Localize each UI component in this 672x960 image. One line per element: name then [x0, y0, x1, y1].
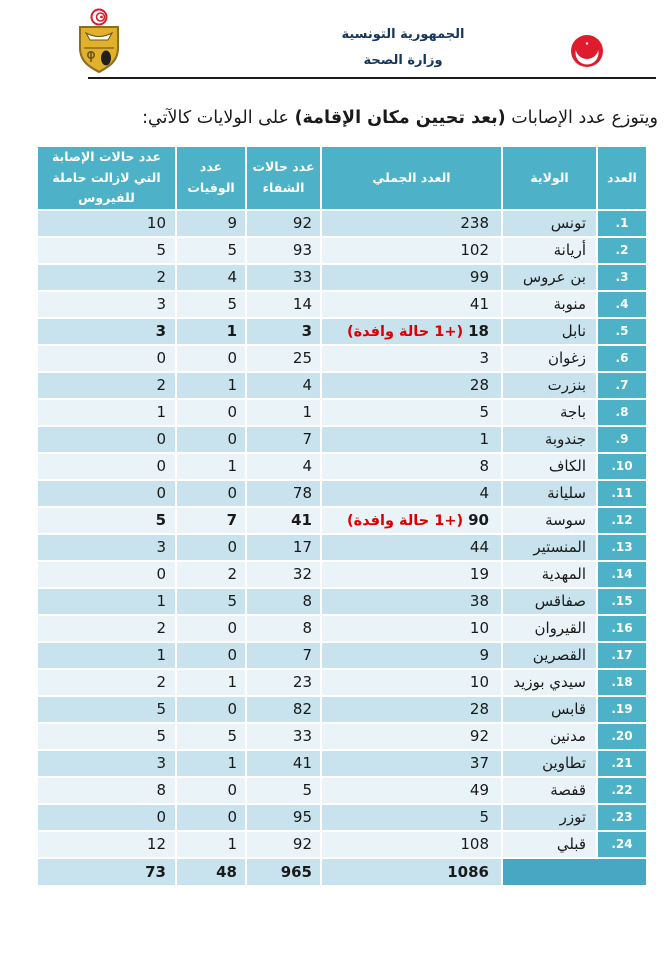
cell-recovered: 92 — [247, 211, 320, 236]
total-value: 18 — [468, 322, 489, 341]
imported-case-note: (+1 حالة وافدة) — [346, 324, 464, 341]
cell-active-cases: 12 — [38, 832, 175, 857]
imported-case-note: (+1 حالة وافدة) — [346, 513, 464, 530]
total-value: 5 — [479, 808, 489, 827]
totals-merged-cell — [503, 859, 646, 885]
cell-total-cases — [322, 805, 501, 830]
cell-governorate: تطاوين — [503, 751, 596, 776]
total-value: 37 — [469, 754, 489, 773]
cell-total-cases — [322, 265, 501, 290]
table-row — [38, 643, 646, 668]
cell-row-number: .3 — [598, 265, 646, 290]
cell-total-cases — [322, 427, 501, 452]
table-row — [38, 832, 646, 857]
cell-deaths: 7 — [177, 508, 245, 533]
cell-governorate: نابل — [503, 319, 596, 344]
cell-total-cases — [322, 724, 501, 749]
cell-row-number: .20 — [598, 724, 646, 749]
cell-active-cases: 2 — [38, 670, 175, 695]
total-value: 102 — [460, 241, 489, 260]
cell-row-number: .17 — [598, 643, 646, 668]
cell-governorate: صفاقس — [503, 589, 596, 614]
cell-total-cases — [322, 832, 501, 857]
cell-active-cases: 0 — [38, 481, 175, 506]
cell-deaths: 0 — [177, 616, 245, 641]
table-row — [38, 805, 646, 830]
cell-total-cases — [322, 346, 501, 371]
cell-row-number: .11 — [598, 481, 646, 506]
cell-deaths: 0 — [177, 643, 245, 668]
cell-row-number: .9 — [598, 427, 646, 452]
cell-deaths: 5 — [177, 292, 245, 317]
cell-deaths: 9 — [177, 211, 245, 236]
cell-active-cases: 10 — [38, 211, 175, 236]
cell-recovered: 23 — [247, 670, 320, 695]
cell-governorate: مدنين — [503, 724, 596, 749]
cell-active-cases: 3 — [38, 751, 175, 776]
cell-deaths: 1 — [177, 454, 245, 479]
cell-active-cases: 0 — [38, 454, 175, 479]
total-value: 10 — [469, 673, 489, 692]
cell-governorate: سيدي بوزيد — [503, 670, 596, 695]
cell-recovered: 95 — [247, 805, 320, 830]
cell-deaths: 0 — [177, 346, 245, 371]
cell-row-number: .15 — [598, 589, 646, 614]
cell-deaths: 4 — [177, 265, 245, 290]
cell-recovered: 8 — [247, 616, 320, 641]
table-row — [38, 400, 646, 425]
table-row — [38, 373, 646, 398]
cell-recovered: 7 — [247, 643, 320, 668]
cell-governorate: جندوبة — [503, 427, 596, 452]
cell-recovered: 25 — [247, 346, 320, 371]
cell-active-cases: 0 — [38, 805, 175, 830]
cell-governorate: القصرين — [503, 643, 596, 668]
total-value: 3 — [479, 349, 489, 368]
total-value: 19 — [469, 565, 489, 584]
cell-recovered: 93 — [247, 238, 320, 263]
total-value: 5 — [479, 403, 489, 422]
header-text-block — [333, 22, 473, 74]
cell-recovered: 4 — [247, 454, 320, 479]
cell-recovered: 17 — [247, 535, 320, 560]
cell-row-number: .24 — [598, 832, 646, 857]
cell-active-cases: 3 — [38, 292, 175, 317]
cell-deaths: 0 — [177, 778, 245, 803]
cell-deaths: 0 — [177, 427, 245, 452]
cell-recovered: 33 — [247, 265, 320, 290]
total-value: 28 — [469, 376, 489, 395]
cell-governorate: قبلي — [503, 832, 596, 857]
cell-row-number: .14 — [598, 562, 646, 587]
totals-total-cell: 1086 — [322, 859, 501, 885]
cell-row-number: .2 — [598, 238, 646, 263]
table-row — [38, 778, 646, 803]
cell-deaths: 2 — [177, 562, 245, 587]
total-value: 49 — [469, 781, 489, 800]
cell-governorate: سليانة — [503, 481, 596, 506]
cell-active-cases: 3 — [38, 535, 175, 560]
cell-active-cases: 0 — [38, 346, 175, 371]
cell-recovered: 4 — [247, 373, 320, 398]
cell-total-cases — [322, 589, 501, 614]
cell-recovered: 8 — [247, 589, 320, 614]
cell-recovered: 7 — [247, 427, 320, 452]
cell-recovered: 92 — [247, 832, 320, 857]
cell-total-cases — [322, 562, 501, 587]
cell-active-cases: 1 — [38, 400, 175, 425]
cell-total-cases — [322, 697, 501, 722]
cell-total-cases — [322, 319, 501, 344]
tunisia-coat-of-arms-icon — [76, 8, 122, 74]
table-row — [38, 427, 646, 452]
cell-governorate: منوبة — [503, 292, 596, 317]
column-header-index: العدد — [598, 147, 646, 209]
total-value: 1 — [479, 430, 489, 449]
table-row — [38, 697, 646, 722]
column-header-deaths: عدد الوفيات — [177, 147, 245, 209]
cell-active-cases: 3 — [38, 319, 175, 344]
cell-deaths: 1 — [177, 670, 245, 695]
cell-row-number: .21 — [598, 751, 646, 776]
totals-deaths-cell: 48 — [177, 859, 245, 885]
cell-total-cases — [322, 238, 501, 263]
totals-active-cell: 73 — [38, 859, 175, 885]
cell-total-cases — [322, 535, 501, 560]
cell-total-cases — [322, 292, 501, 317]
cell-recovered: 41 — [247, 508, 320, 533]
table-header-row — [38, 147, 646, 209]
header-divider — [88, 77, 656, 79]
title-tail-text: على الولايات كالآتي: — [142, 108, 295, 128]
total-value: 44 — [469, 538, 489, 557]
title-text: ويتوزع عدد الإصابات — [505, 108, 658, 128]
table-row — [38, 211, 646, 236]
cell-row-number: .22 — [598, 778, 646, 803]
table-row — [38, 616, 646, 641]
table-row — [38, 238, 646, 263]
cell-total-cases — [322, 481, 501, 506]
health-ministry-emblem-icon — [570, 34, 604, 68]
cell-row-number: .5 — [598, 319, 646, 344]
cell-recovered: 78 — [247, 481, 320, 506]
cell-row-number: .6 — [598, 346, 646, 371]
cell-governorate: زغوان — [503, 346, 596, 371]
cell-deaths: 5 — [177, 238, 245, 263]
title-bold-text: (بعد تحيين مكان الإقامة) — [294, 108, 506, 128]
column-header-total: العدد الجملي — [322, 147, 501, 209]
cell-row-number: .10 — [598, 454, 646, 479]
total-value: 92 — [469, 727, 489, 746]
cell-active-cases: 5 — [38, 724, 175, 749]
cell-recovered: 1 — [247, 400, 320, 425]
totals-recovered-cell: 965 — [247, 859, 320, 885]
cell-governorate: باجة — [503, 400, 596, 425]
cell-total-cases — [322, 643, 501, 668]
cell-row-number: .8 — [598, 400, 646, 425]
column-header-recovered: عدد حالات الشفاء — [247, 147, 320, 209]
totals-row — [38, 859, 646, 885]
cell-row-number: .16 — [598, 616, 646, 641]
total-value: 9 — [479, 646, 489, 665]
page-title — [14, 103, 658, 135]
table-row — [38, 481, 646, 506]
total-value: 10 — [469, 619, 489, 638]
cell-row-number: .7 — [598, 373, 646, 398]
cell-active-cases: 1 — [38, 643, 175, 668]
cell-row-number: .12 — [598, 508, 646, 533]
table-row — [38, 724, 646, 749]
cell-total-cases — [322, 778, 501, 803]
cell-governorate: القيروان — [503, 616, 596, 641]
total-value: 8 — [479, 457, 489, 476]
cell-recovered: 32 — [247, 562, 320, 587]
cell-total-cases — [322, 670, 501, 695]
ministry-title: وزارة الصحة — [363, 53, 443, 68]
column-header-active: عدد حالات الإصابة التي لازالت حاملة للفيروس — [38, 147, 175, 209]
republic-title: الجمهورية التونسية — [341, 27, 465, 42]
cell-row-number: .18 — [598, 670, 646, 695]
cell-governorate: أريانة — [503, 238, 596, 263]
cell-deaths: 0 — [177, 805, 245, 830]
cell-active-cases: 5 — [38, 238, 175, 263]
cell-governorate: بنزرت — [503, 373, 596, 398]
cell-total-cases — [322, 373, 501, 398]
cell-deaths: 1 — [177, 319, 245, 344]
cell-active-cases: 2 — [38, 265, 175, 290]
cell-active-cases: 8 — [38, 778, 175, 803]
column-header-wilaya: الولاية — [503, 147, 596, 209]
table-row — [38, 346, 646, 371]
cell-recovered: 3 — [247, 319, 320, 344]
cell-governorate: الكاف — [503, 454, 596, 479]
total-value: 4 — [479, 484, 489, 503]
cell-active-cases: 5 — [38, 697, 175, 722]
cell-deaths: 1 — [177, 373, 245, 398]
cell-active-cases: 0 — [38, 562, 175, 587]
total-value: 38 — [469, 592, 489, 611]
cell-governorate: بن عروس — [503, 265, 596, 290]
cell-deaths: 5 — [177, 724, 245, 749]
cell-row-number: .19 — [598, 697, 646, 722]
cell-total-cases — [322, 211, 501, 236]
cell-total-cases — [322, 616, 501, 641]
cell-recovered: 33 — [247, 724, 320, 749]
cell-row-number: .1 — [598, 211, 646, 236]
cell-total-cases — [322, 454, 501, 479]
table-row — [38, 751, 646, 776]
cell-row-number: .23 — [598, 805, 646, 830]
cell-recovered: 41 — [247, 751, 320, 776]
table-row — [38, 319, 646, 344]
cell-recovered: 14 — [247, 292, 320, 317]
cell-active-cases: 2 — [38, 373, 175, 398]
cell-governorate: قابس — [503, 697, 596, 722]
table-row — [38, 562, 646, 587]
cell-recovered: 82 — [247, 697, 320, 722]
table-row — [38, 292, 646, 317]
table-row — [38, 454, 646, 479]
cell-governorate: المهدية — [503, 562, 596, 587]
total-value: 28 — [469, 700, 489, 719]
total-value: 90 — [468, 511, 489, 530]
table-row — [38, 670, 646, 695]
cell-active-cases: 0 — [38, 427, 175, 452]
cell-total-cases — [322, 400, 501, 425]
cell-deaths: 5 — [177, 589, 245, 614]
total-value: 41 — [469, 295, 489, 314]
table-body — [38, 211, 646, 857]
cell-total-cases — [322, 751, 501, 776]
cell-governorate: سوسة — [503, 508, 596, 533]
cell-active-cases: 5 — [38, 508, 175, 533]
cell-recovered: 5 — [247, 778, 320, 803]
cases-by-governorate-table — [36, 145, 648, 887]
total-value: 108 — [460, 835, 489, 854]
cell-governorate: توزر — [503, 805, 596, 830]
cell-deaths: 0 — [177, 535, 245, 560]
table-row — [38, 508, 646, 533]
cell-governorate: المنستير — [503, 535, 596, 560]
cell-active-cases: 1 — [38, 589, 175, 614]
cell-deaths: 1 — [177, 751, 245, 776]
cell-row-number: .13 — [598, 535, 646, 560]
cell-active-cases: 2 — [38, 616, 175, 641]
cell-governorate: قفصة — [503, 778, 596, 803]
table-row — [38, 589, 646, 614]
cell-deaths: 0 — [177, 697, 245, 722]
table-row — [38, 535, 646, 560]
cell-deaths: 0 — [177, 400, 245, 425]
cell-total-cases — [322, 508, 501, 533]
total-value: 99 — [469, 268, 489, 287]
total-value: 238 — [460, 214, 489, 233]
cell-deaths: 1 — [177, 832, 245, 857]
cell-row-number: .4 — [598, 292, 646, 317]
cell-governorate: تونس — [503, 211, 596, 236]
cell-deaths: 0 — [177, 481, 245, 506]
table-row — [38, 265, 646, 290]
